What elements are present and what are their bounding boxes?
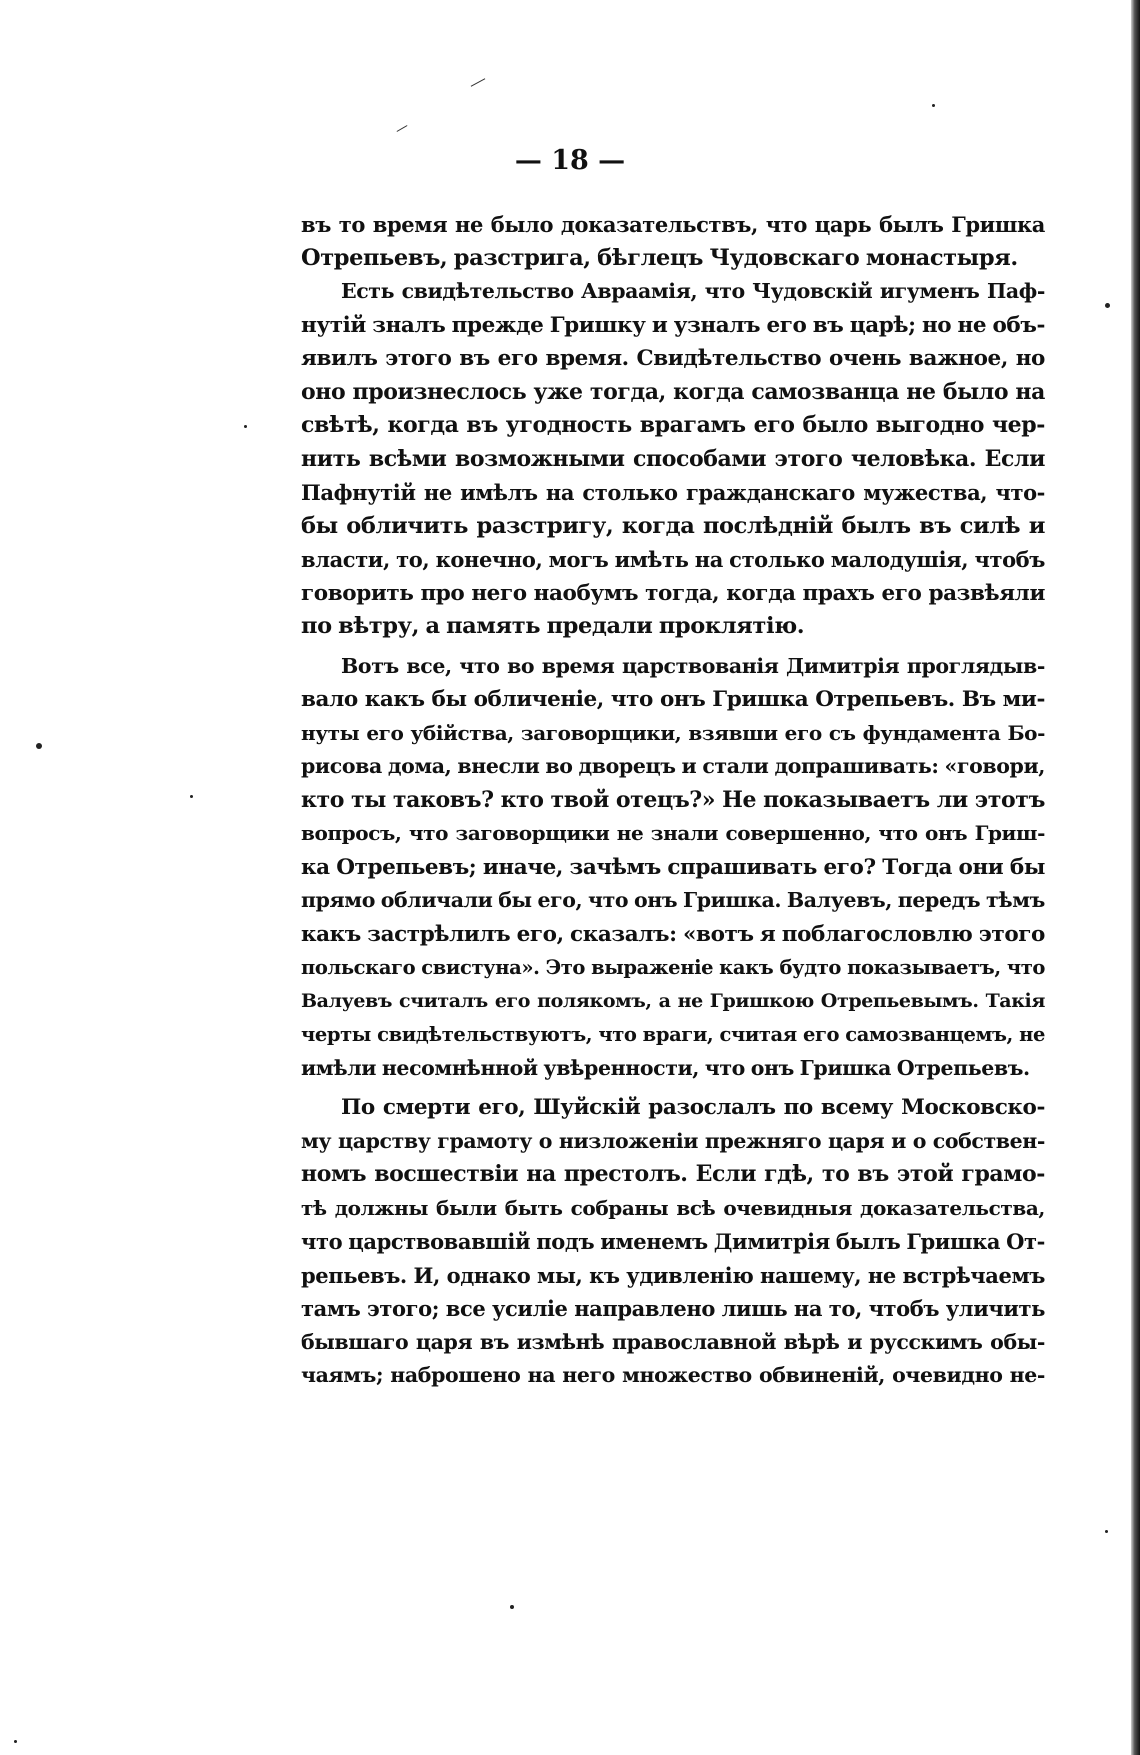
text-line: ка Отрепьевъ; иначе, зачѣмъ спрашивать его? Тогда они бы	[301, 854, 1045, 880]
text-line: номъ восшествіи на престолъ. Если гдѣ, то въ этой грамо-	[301, 1161, 1045, 1187]
page-number: — 18 —	[514, 145, 626, 176]
text-line: польскаго свистуна». Это выраженіе какъ будто показываетъ, что	[301, 956, 1045, 979]
paragraph	[301, 1091, 1045, 1393]
text-line: оно произнеслось уже тогда, когда самозванца не было на	[301, 378, 1045, 405]
text-line: нить всѣми возможными способами этого человѣка. Если	[301, 445, 1045, 472]
text-line: нуты его убійства, заговорщики, взявши его съ фундамента Бо-	[301, 720, 1045, 745]
text-line: явилъ этого въ его время. Свидѣтельство очень важное, но	[301, 346, 1045, 371]
page-binding-edge	[1131, 0, 1140, 1755]
paragraph	[301, 650, 1045, 1086]
text-line: какъ застрѣлилъ его, сказалъ: «вотъ я поблагословлю этого	[301, 921, 1045, 947]
text-line: кто ты таковъ? кто твой отецъ?» Не показываетъ ли этотъ	[301, 786, 1045, 813]
text-line: чаямъ; наброшено на него множество обвиненій, очевидно не-	[301, 1363, 1045, 1387]
text-line: му царству грамоту о низложеніи прежняго царя и о собствен-	[301, 1128, 1045, 1153]
text-line: рисова дома, внесли во дворецъ и стали допрашивать: «говори,	[301, 754, 1045, 778]
text-line: Отрепьевъ, разстрига, бѣглецъ Чудовскаго монастыря.	[301, 244, 1018, 271]
text-line: Валуевъ считалъ его полякомъ, а не Гришкою Отрепьевымъ. Такія	[301, 989, 1045, 1012]
scan-scratch	[397, 125, 408, 132]
paragraph	[301, 275, 1045, 644]
text-line: власти, то, конечно, могъ имѣть на столько малодушія, чтобъ	[301, 547, 1045, 572]
text-line: По смерти его, Шуйскій разослалъ по всему Московско-	[341, 1095, 1045, 1120]
text-line: въ то время не было доказательствъ, что царь былъ Гришка	[301, 212, 1045, 237]
scan-speck	[510, 1605, 514, 1609]
text-line: говорить про него наобумъ тогда, когда прахъ его развѣяли	[301, 580, 1045, 606]
text-line: свѣтѣ, когда въ угодность врагамъ его было выгодно чер-	[301, 412, 1045, 438]
text-line: нутій зналъ прежде Гришку и узналъ его въ царѣ; но не объ-	[301, 312, 1045, 338]
text-line: что царствовавшій подъ именемъ Димитрія былъ Гришка От-	[301, 1229, 1045, 1254]
text-line: бы обличить разстригу, когда послѣдній былъ въ силѣ и	[301, 512, 1045, 539]
text-line: черты свидѣтельствуютъ, что враги, считая его самозванцемъ, не	[301, 1023, 1045, 1046]
text-line: репьевъ. И, однако мы, къ удивленію нашему, не встрѣчаемъ	[301, 1262, 1045, 1288]
body-text	[301, 208, 1045, 1393]
text-line: Пафнутій не имѣлъ на столько гражданскаго мужества, что-	[301, 480, 1045, 505]
scan-speck	[1105, 303, 1110, 308]
text-line: бывшаго царя въ измѣнѣ православной вѣрѣ и русскимъ обы-	[301, 1329, 1045, 1354]
text-line: вало какъ бы обличеніе, что онъ Гришка Отрепьевъ. Въ ми-	[301, 687, 1045, 712]
scan-speck	[932, 104, 935, 107]
text-line: Есть свидѣтельство Авраамія, что Чудовскій игуменъ Паф-	[341, 279, 1045, 303]
text-line: имѣли несомнѣнной увѣренности, что онъ Гришка Отрепьевъ.	[301, 1055, 1030, 1080]
text-line: по вѣтру, а память предали проклятію.	[301, 613, 805, 639]
text-line: вопросъ, что заговорщики не знали совершенно, что онъ Гриш-	[301, 821, 1045, 845]
scan-speck	[190, 795, 193, 798]
scan-speck	[244, 425, 247, 428]
text-line: тамъ этого; все усиліе направлено лишь на то, чтобъ уличить	[301, 1296, 1045, 1321]
scan-scratch	[471, 78, 486, 86]
text-line: Вотъ все, что во время царствованія Димитрія проглядыв-	[341, 653, 1045, 678]
text-line: тѣ должны были быть собраны всѣ очевидныя доказательства,	[301, 1195, 1045, 1220]
text-line: прямо обличали бы его, что онъ Гришка. Валуевъ, передъ тѣмъ	[301, 888, 1045, 912]
paragraph	[301, 208, 1045, 275]
scan-speck	[1105, 1530, 1108, 1533]
scan-speck	[36, 743, 42, 749]
scan-speck	[14, 1740, 17, 1743]
